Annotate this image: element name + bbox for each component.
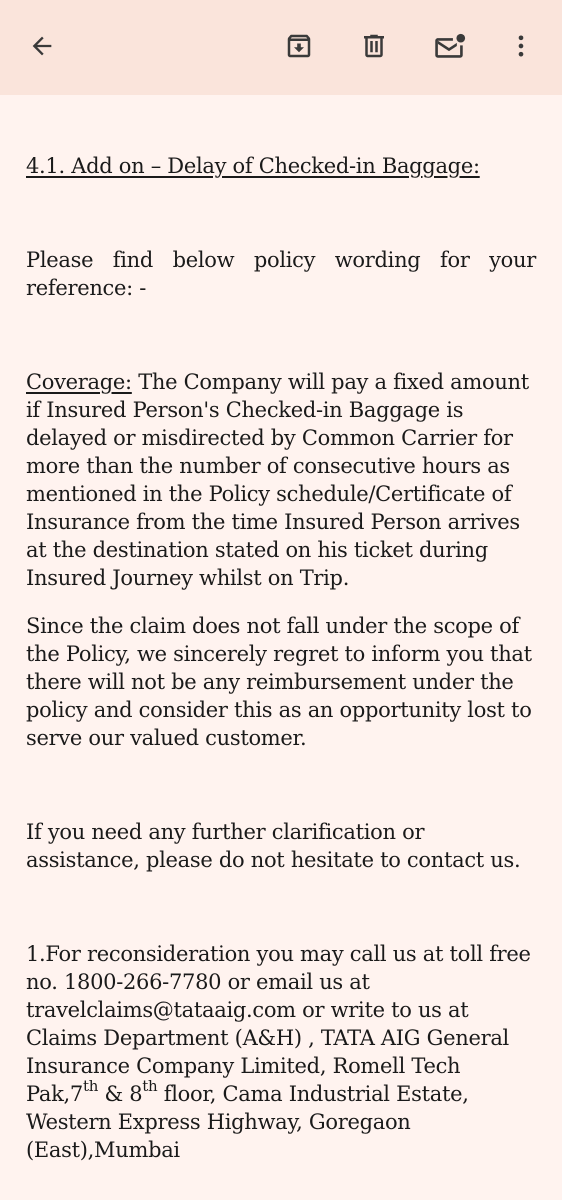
superscript-th-1: th [82,1077,99,1095]
section-heading: 4.1. Add on – Delay of Checked-in Baggage: [26,154,480,178]
reconsideration-text-2: floor, Cama Industrial Estate, Western Express Highway, Goregaon (East),Mumbai [26,1082,469,1162]
back-button[interactable] [18,22,66,70]
coverage-label: Coverage: [26,370,132,394]
intro-paragraph: Please find below policy wording for your reference: - [26,248,536,300]
superscript-th-2: th [142,1077,158,1095]
archive-button[interactable] [275,22,323,70]
delete-button[interactable] [350,22,398,70]
regret-paragraph: Since the claim does not fall under the scope of the Policy, we sincerely regret to inform you that there will not be any reimbursement under the policy and consider this as an opportunity lost to serve our valued customer. [26,614,532,750]
email-body [26,152,536,1164]
mark-unread-icon [432,31,466,61]
reconsideration-text-1: 1.For reconsideration you may call us at toll free no. 1800-266-7780 or email us at travelclaims@tataaig.com or write to us at Claims Department (A&H) , TATA AIG General Insurance Company Limited, Romell Tech Pak,7 [26,942,531,1106]
reconsideration-and: & 8 [98,1082,143,1106]
archive-icon [284,31,314,61]
clarification-paragraph: If you need any further clarification or assistance, please do not hesitate to contact us. [26,820,521,872]
more-options-button[interactable] [497,22,545,70]
mark-unread-button[interactable] [425,22,473,70]
reconsideration-paragraph [26,940,536,1164]
coverage-text: The Company will pay a fixed amount if Insured Person's Checked-in Baggage is delayed or misdirected by Common Carrier for more than the number of consecutive hours as mentioned in the Policy schedule/Certificate of Insurance from the time Insured Person arrives at the destination stated on his ticket during Insured Journey whilst on Trip. [26,370,529,590]
coverage-paragraph [26,368,536,592]
back-arrow-icon [28,32,56,60]
email-toolbar [0,0,562,95]
trash-icon [359,31,389,61]
more-vert-icon [507,32,535,60]
